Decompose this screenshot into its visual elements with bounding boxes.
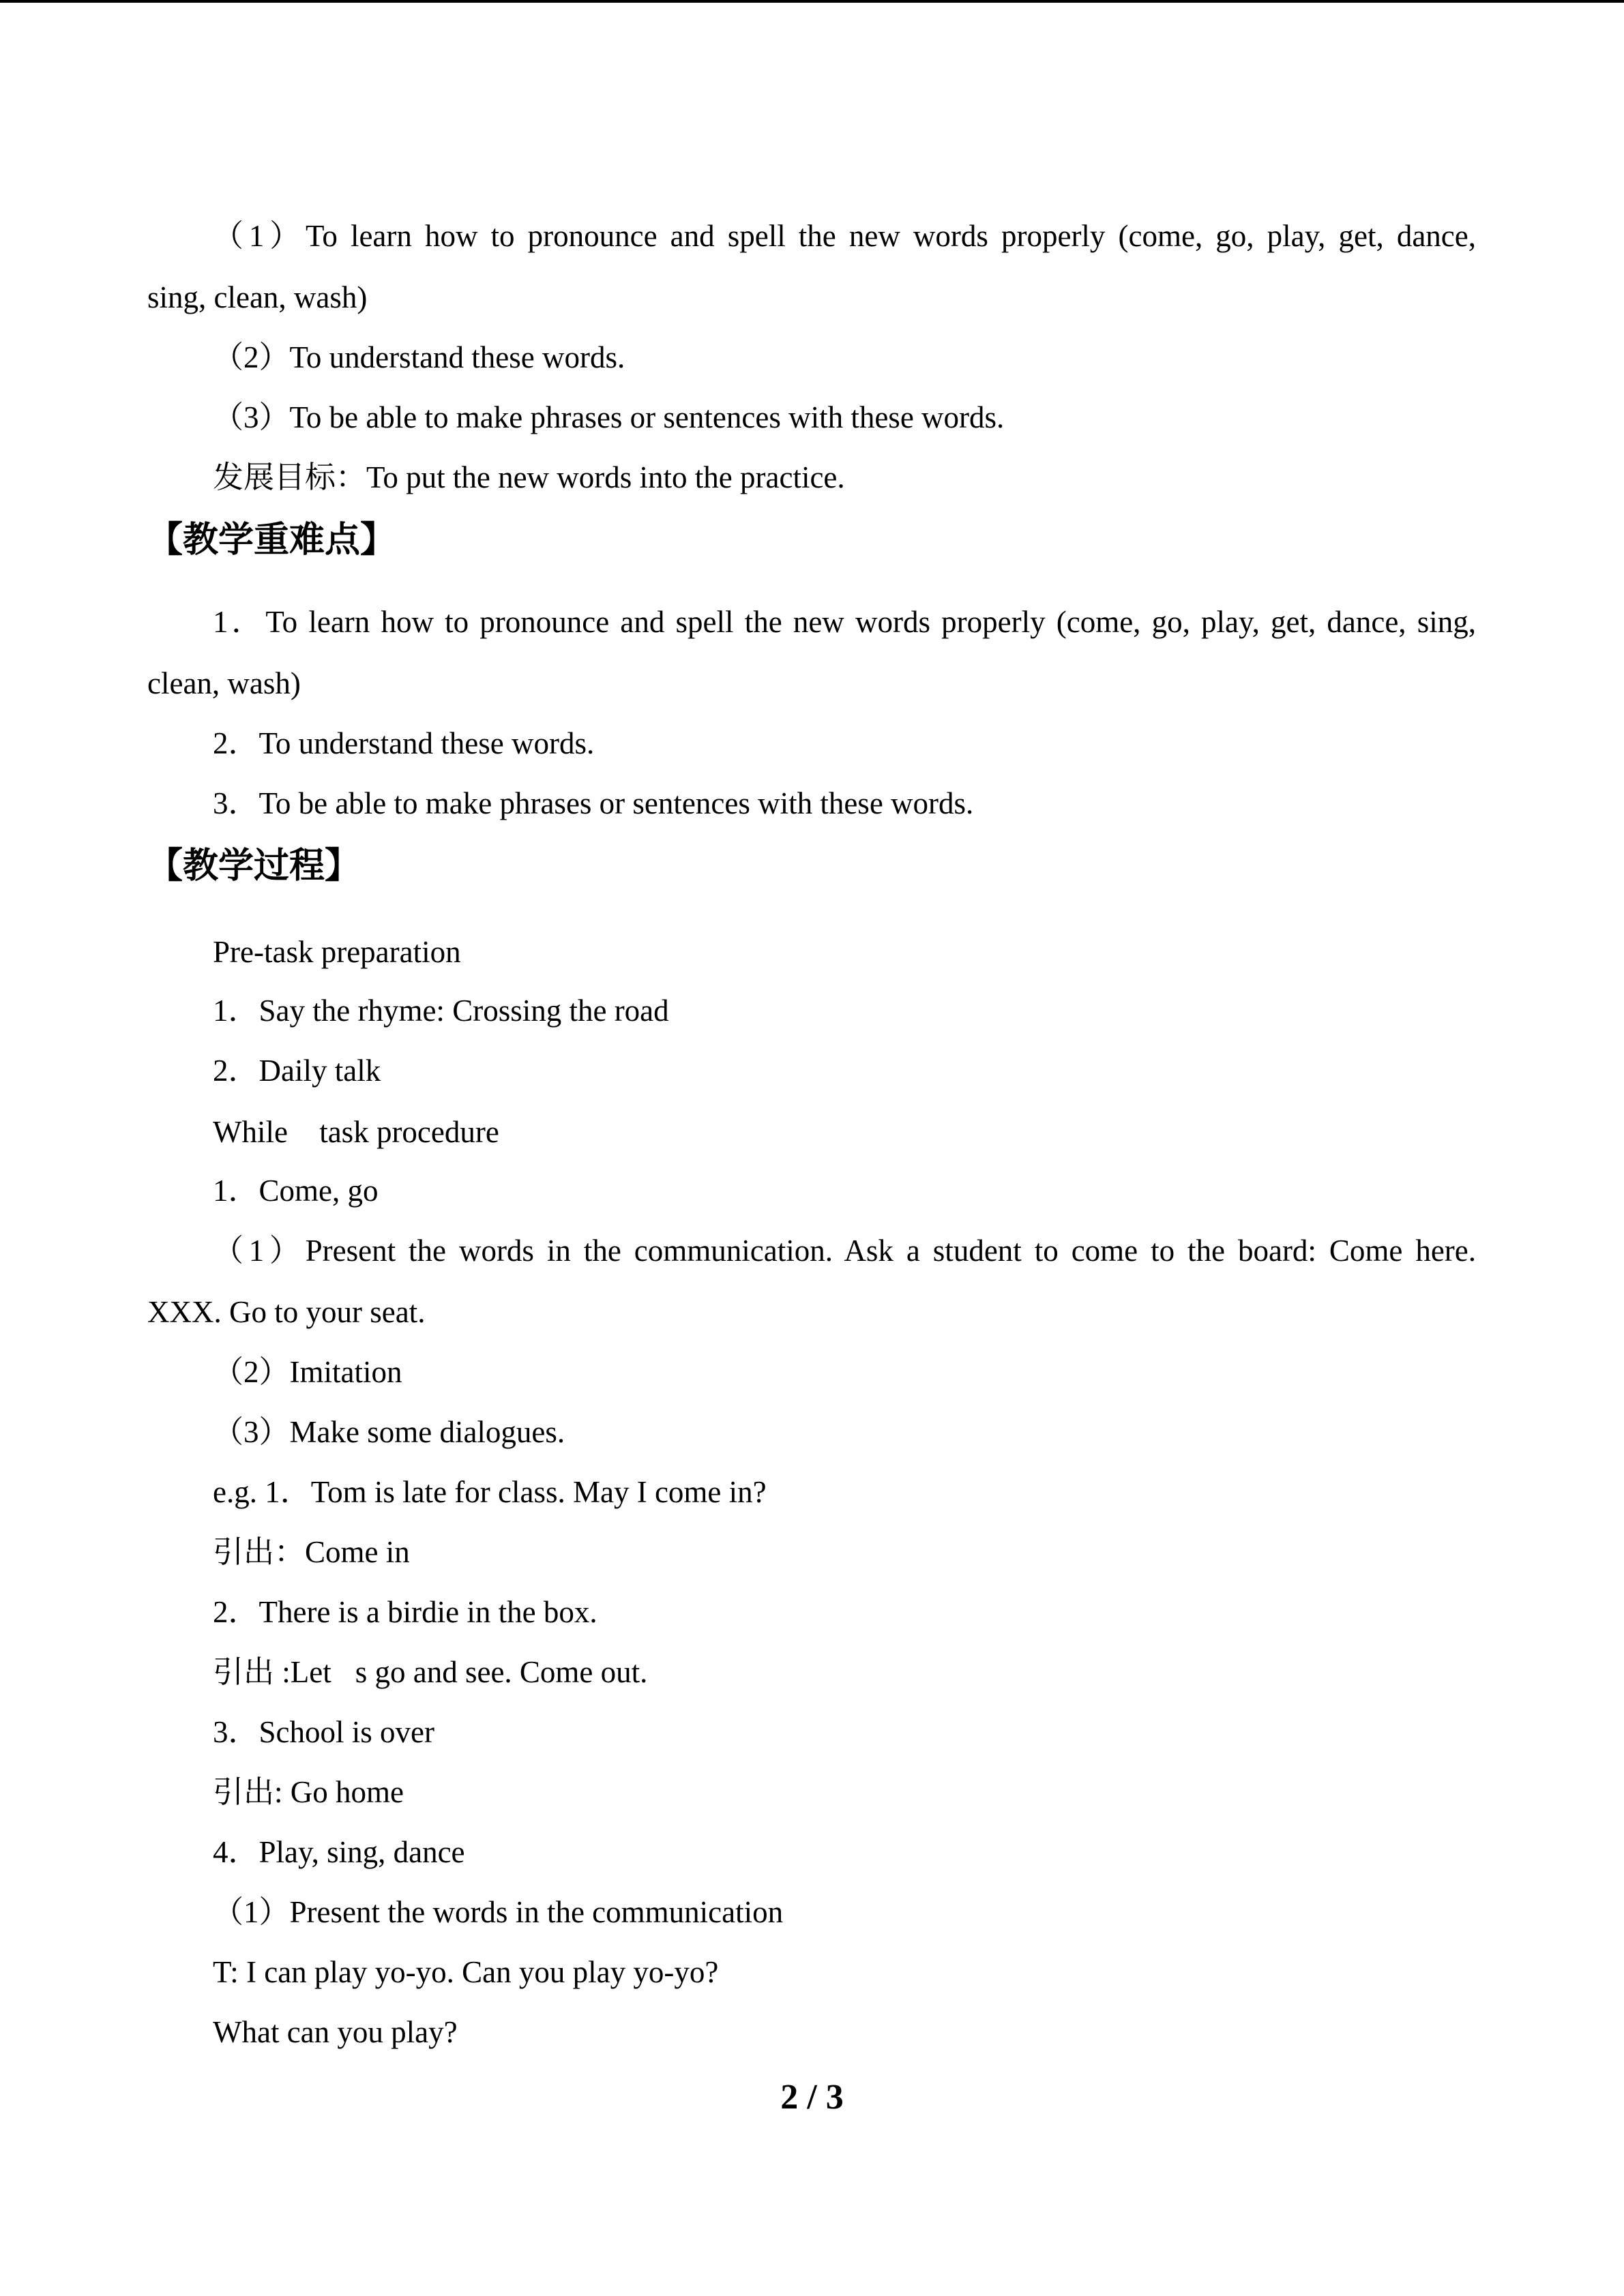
page-number: 2 / 3 [780, 2078, 844, 2117]
pre-task-label: Pre-task preparation [213, 935, 461, 969]
example-2-lead: 引出 :Let s go and see. Come out. [213, 1655, 648, 1689]
process-heading: 【教学过程】 [147, 846, 361, 886]
key-point-1-line-2: clean, wash) [147, 666, 301, 700]
objective-2: （2）To understand these words. [213, 340, 625, 374]
key-point-3: 3．To be able to make phrases or sentences with these words. [213, 786, 974, 820]
while-task-item-4: 4．Play, sing, dance [213, 1835, 465, 1869]
key-point-2: 2．To understand these words. [213, 726, 595, 760]
objective-1-line-1: （1）To learn how to pronounce and spell the new words properly (come, go, play, get, dance, [213, 219, 1476, 253]
teacher-line: T: I can play yo-yo. Can you play yo-yo? [213, 1955, 719, 1989]
while-task-item-1-step-2: （2）Imitation [213, 1355, 402, 1389]
example-3: 3．School is over [213, 1715, 434, 1749]
objective-3: （3）To be able to make phrases or sentences with these words. [213, 400, 1005, 434]
while-task-item-1-step-1-line-2: XXX. Go to your seat. [147, 1295, 426, 1329]
while-task-label: While  task procedure [213, 1115, 499, 1149]
example-1: e.g. 1．Tom is late for class. May I come in? [213, 1475, 767, 1509]
pre-task-step-2: 2．Daily talk [213, 1054, 381, 1088]
objective-1-line-2: sing, clean, wash) [147, 280, 368, 314]
development-objective: 发展目标：To put the new words into the practice. [213, 460, 845, 494]
example-3-lead: 引出: Go home [213, 1775, 404, 1809]
while-task-item-1-step-1-line-1: （1）Present the words in the communication. Ask a student to come to the board: Come here. [213, 1234, 1476, 1268]
while-task-item-4-step-1: （1）Present the words in the communication [213, 1895, 784, 1929]
example-1-lead: 引出：Come in [213, 1535, 410, 1569]
key-point-1-line-1: 1．To learn how to pronounce and spell the new words properly (come, go, play, get, dance, sing, [213, 605, 1476, 639]
while-task-item-1: 1．Come, go [213, 1174, 379, 1208]
question-line: What can you play? [213, 2015, 458, 2049]
example-2: 2．There is a birdie in the box. [213, 1595, 597, 1629]
key-points-heading: 【教学重难点】 [147, 520, 396, 561]
pre-task-step-1: 1．Say the rhyme: Crossing the road [213, 994, 669, 1028]
while-task-item-1-step-3: （3）Make some dialogues. [213, 1415, 565, 1449]
